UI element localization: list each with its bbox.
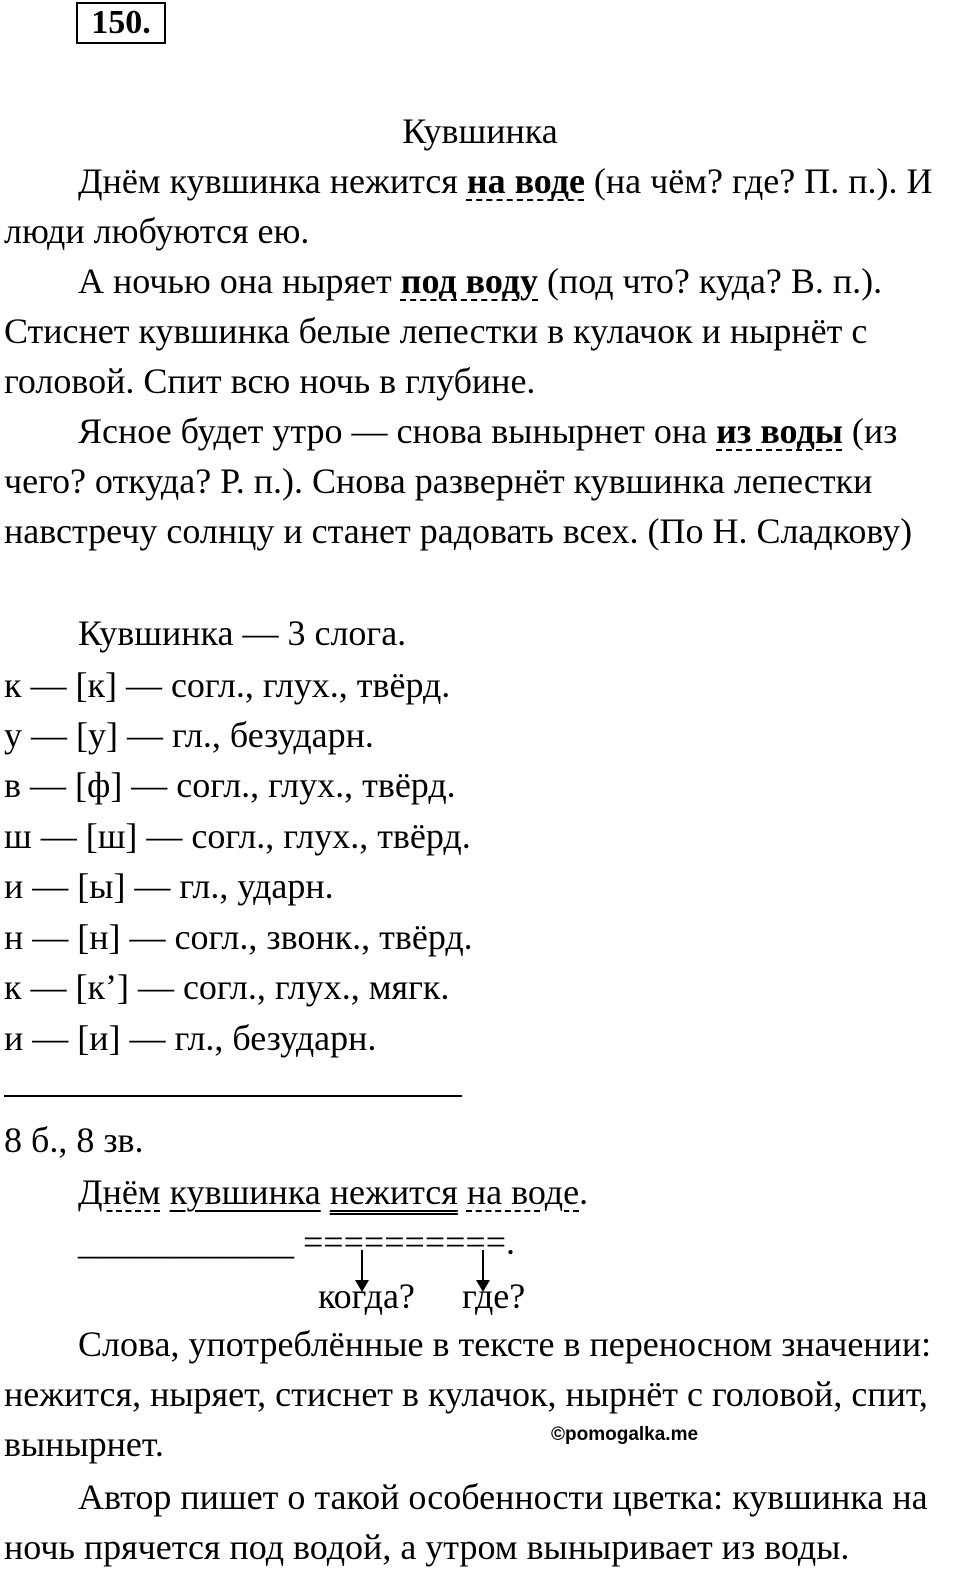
- marked-phrase-na-vode: на воде: [466, 161, 585, 201]
- phonetic-line: ш — [ш] — согл., глух., твёрд.: [4, 816, 471, 856]
- question-where: где?: [462, 1276, 526, 1316]
- exercise-number: 150.: [76, 2, 166, 44]
- paragraph-2-start: А ночью она ныряет: [78, 261, 401, 301]
- marked-phrase-iz-vody: из воды: [716, 411, 843, 451]
- paragraph-2-end: (под что? куда? В. п.). Стиснет кувшинка белые лепестки в кулачок и нырнёт с головой. Спит всю ночь в глубине.: [4, 261, 883, 401]
- paragraph-3-end: (из чего? откуда? Р. п.). Снова развернёт кувшинка лепестки навстречу солнцу и станет радовать всех. (По Н. Сладкову): [4, 411, 913, 551]
- scheme-predicate-line: ==========: [303, 1222, 507, 1262]
- word-predicate: нежится: [329, 1172, 458, 1212]
- phonetic-line: у — [у] — гл., безударн.: [4, 715, 374, 755]
- text-title: Кувшинка: [402, 111, 558, 151]
- letter-sound-count: 8 б., 8 зв.: [4, 1120, 144, 1160]
- scheme-subject-line: ____________: [78, 1222, 294, 1262]
- paragraph-1-start: Днём кувшинка нежится: [78, 161, 467, 201]
- phonetic-line: и — [и] — гл., безударн.: [4, 1018, 377, 1058]
- watermark: ©pomogalka.me: [551, 1424, 699, 1445]
- word-circumstance-time: Днём: [78, 1172, 161, 1212]
- phonetic-line: к — [к’] — согл., глух., мягк.: [4, 967, 450, 1007]
- paragraph-4: Слова, употреблённые в тексте в переносном значении: нежится, ныряет, стиснет в кулачок, нырнёт с головой, спит, вынырнет.: [4, 1324, 932, 1464]
- paragraph-3-start: Ясное будет утро — снова вынырнет она: [78, 411, 717, 451]
- scheme-end: .: [506, 1222, 516, 1262]
- word-subject: кувшинка: [169, 1172, 321, 1212]
- sentence-end: .: [579, 1172, 589, 1212]
- syllable-count: Кувшинка — 3 слога.: [78, 613, 407, 653]
- word-circumstance-place: на воде: [466, 1172, 580, 1212]
- question-when: когда?: [318, 1276, 415, 1316]
- phonetic-line: к — [к] — согл., глух., твёрд.: [4, 665, 451, 705]
- phonetic-line: н — [н] — согл., звонк., твёрд.: [4, 917, 473, 957]
- phonetic-line: в — [ф] — согл., глух., твёрд.: [4, 765, 456, 805]
- paragraph-1-end: (на чём? где? П. п.). И люди любуются ею.: [4, 161, 933, 251]
- phonetic-line: и — [ы] — гл., ударн.: [4, 866, 334, 906]
- marked-phrase-pod-vodu: под воду: [400, 261, 539, 301]
- paragraph-5: Автор пишет о такой особенности цветка: кувшинка на ночь прячется под водой, а утром выныривает из воды.: [4, 1477, 928, 1567]
